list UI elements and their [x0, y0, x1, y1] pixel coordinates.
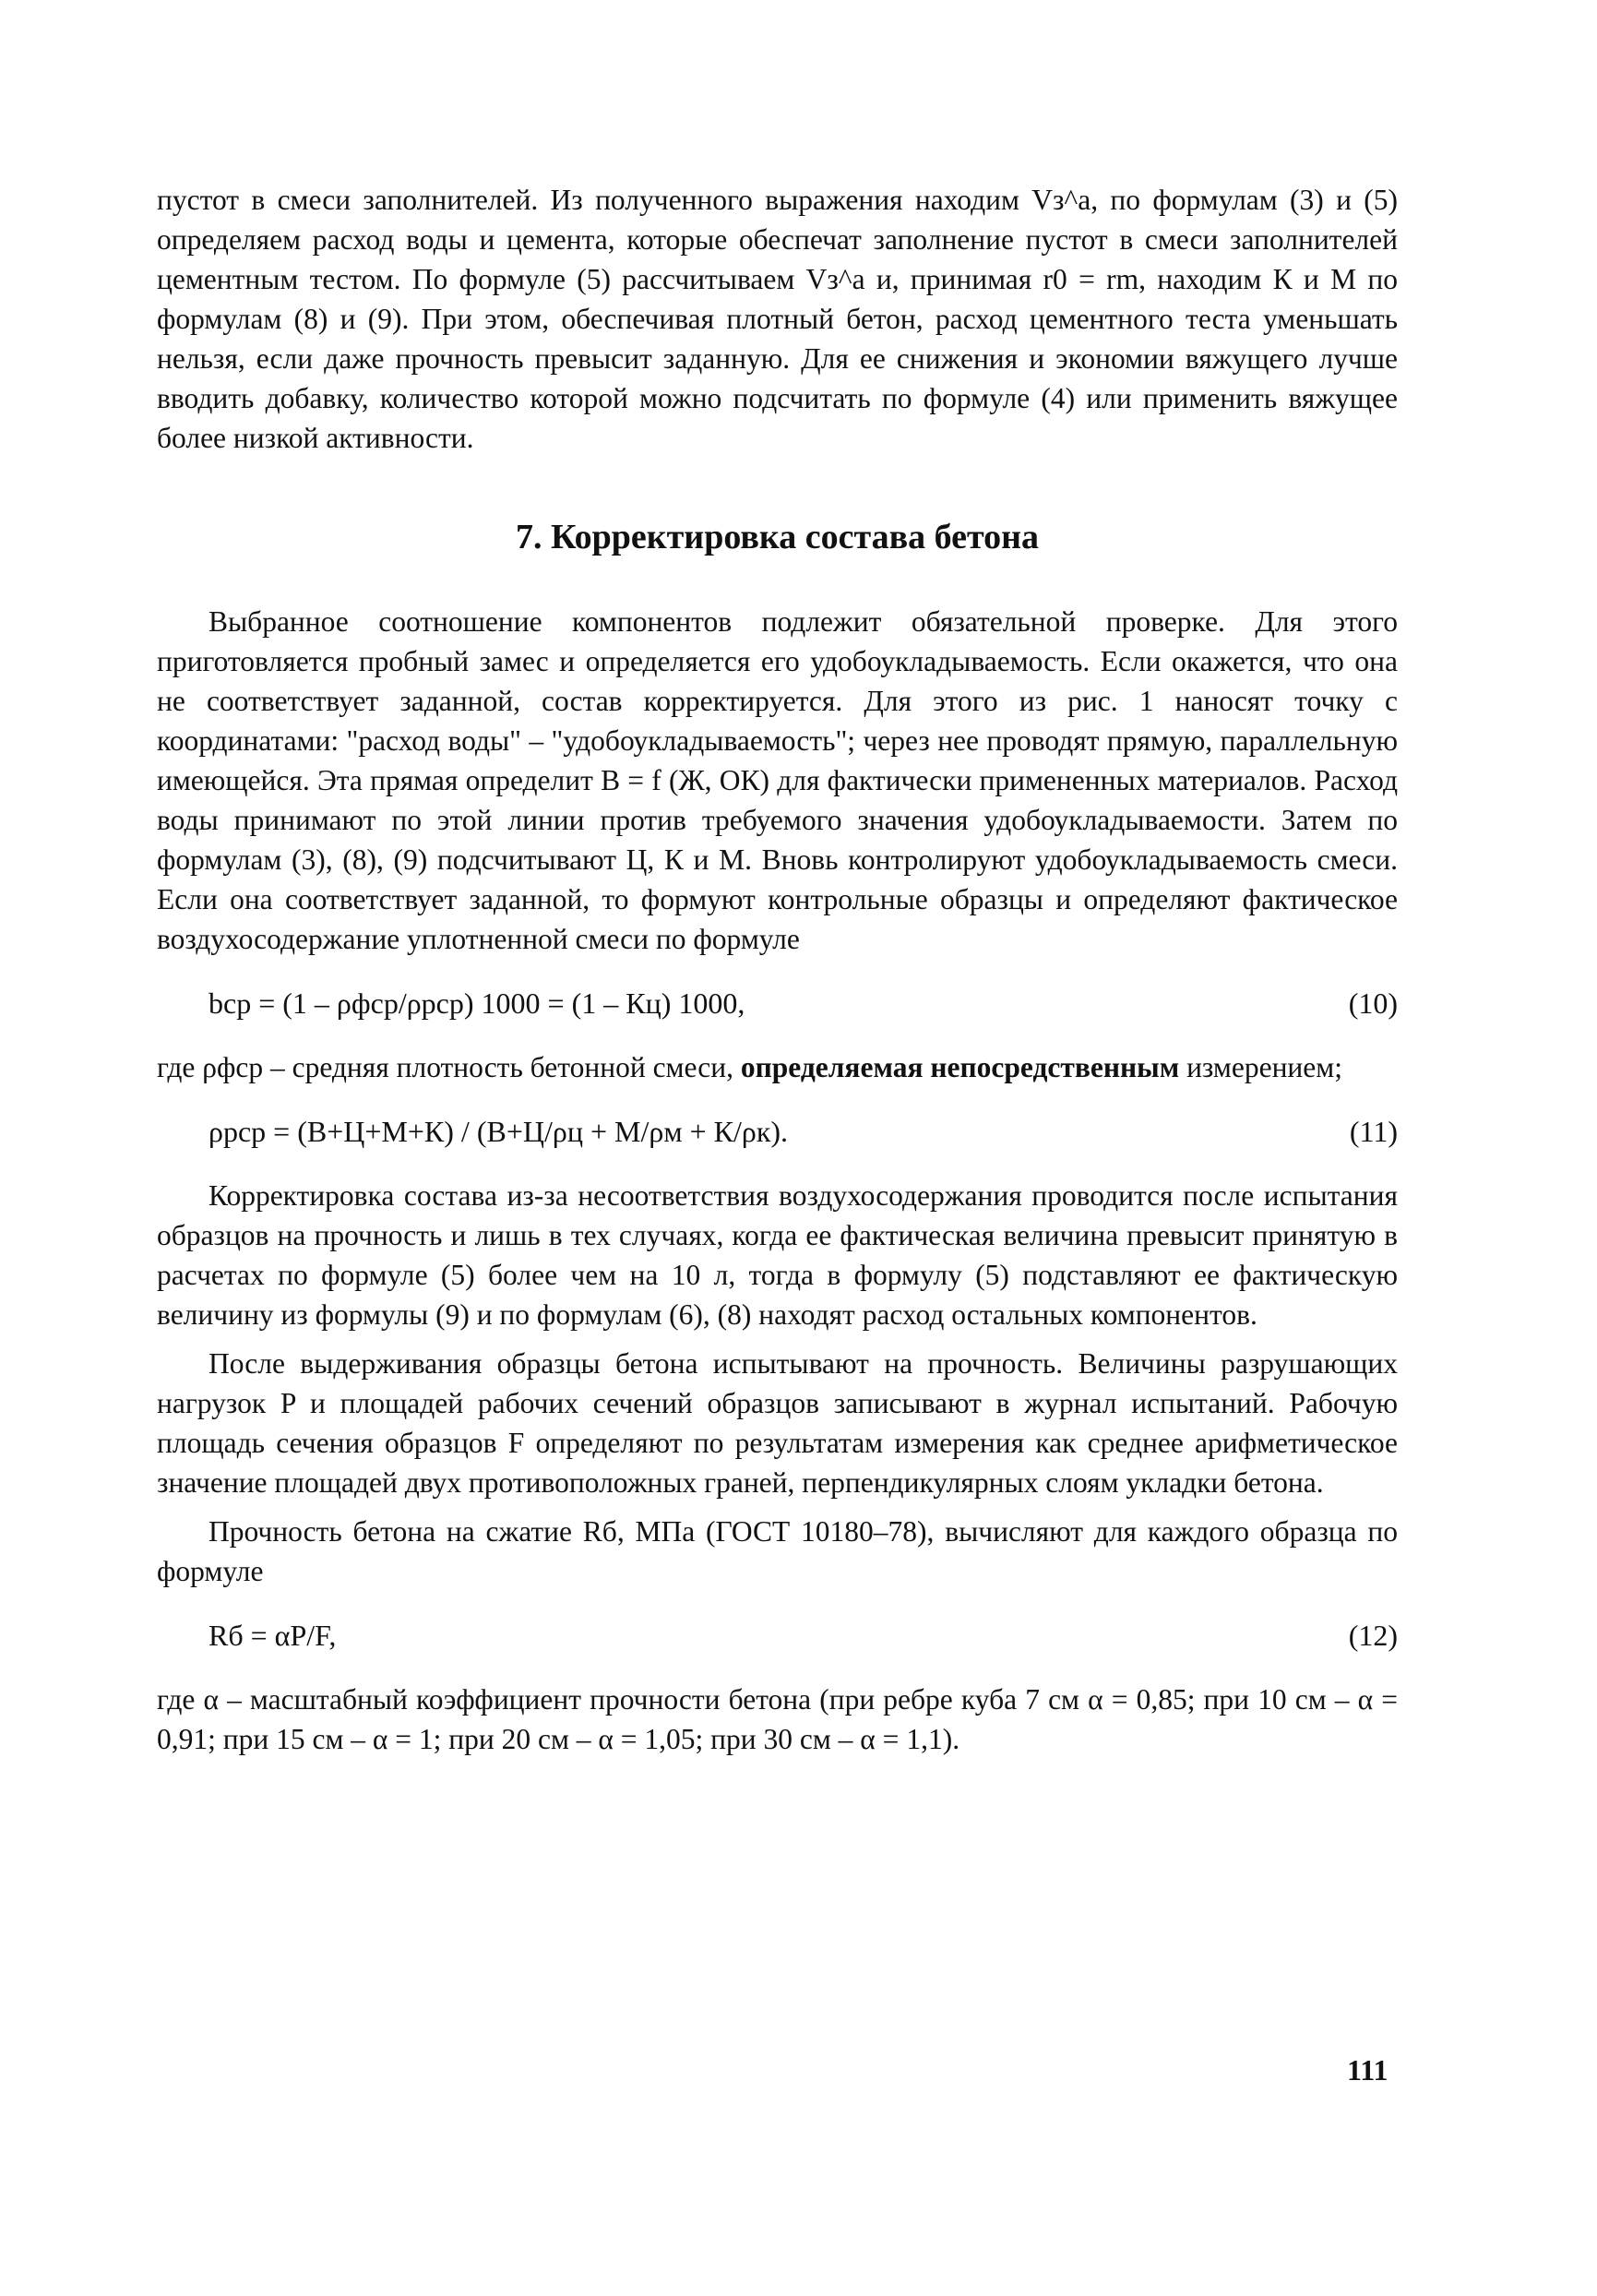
definition-rho-f-prefix: где ρфср – средняя плотность бетонной смеси,: [157, 1051, 741, 1083]
page-body: [157, 180, 1398, 1759]
formula-11-number: (11): [1349, 1115, 1398, 1148]
definition-rho-f-suffix: измерением;: [1179, 1051, 1342, 1083]
definition-rho-f: [157, 1047, 1398, 1087]
definition-rho-f-bold: определяемая непосредственным: [740, 1051, 1180, 1083]
formula-11-expression: ρрср = (В+Ц+М+К) / (В+Ц/ρц + М/ρм + К/ρк).: [209, 1115, 789, 1148]
formula-11: [157, 1104, 1398, 1159]
section-heading: 7. Корректировка состава бетона: [515, 518, 1040, 556]
formula-10-number: (10): [1348, 987, 1398, 1020]
definition-alpha: где α – масштабный коэффициент прочности бетона (при ребре куба 7 см α = 0,85; при 10 см – α = 0,91; при 15 см – α = 1; при 20 см – α = 1,05; при 30 см – α = 1,1).: [157, 1683, 1398, 1755]
formula-12-expression: Rб = αP/F,: [209, 1619, 337, 1652]
paragraph-testing: После выдерживания образцы бетона испытывают на прочность. Величины разрушающих нагрузок P и площадей рабочих сечений образцов записывают в журнал испытаний. Рабочую площадь сечения образцов F определяют по результатам измерения как среднее арифметическое значение площадей двух противоположных граней, перпендикулярных слоям укладки бетона.: [157, 1347, 1398, 1499]
page-number: 111: [1347, 2053, 1388, 2087]
paragraph-correction: Корректировка состава из-за несоответствия воздухосодержания проводится после испытания образцов на прочность и лишь в тех случаях, когда ее фактическая величина превысит принятую в расчетах по формуле (5) более чем на 10 л, тогда в формулу (5) подставляют ее фактическую величину из формулы (9) и по формулам (6), (8) находят расход остальных компонентов.: [157, 1179, 1398, 1331]
formula-10-expression: bср = (1 – ρфср/ρрср) 1000 = (1 – Кц) 1000,: [209, 987, 745, 1020]
intro-paragraph: пустот в смеси заполнителей. Из полученного выражения находим Vз^а, по формулам (3) и (5) определяем расход воды и цемента, которые обеспечат заполнение пустот в смеси заполнителей цементным тестом. По формуле (5) рассчитываем Vз^а и, принимая r0 = rm, находим К и М по формулам (8) и (9). При этом, обеспечивая плотный бетон, расход цементного теста уменьшать нельзя, если даже прочность превысит заданную. Для ее снижения и экономии вяжущего лучше вводить добавку, количество которой можно подсчитать по формуле (4) или применить вяжущее более низкой активности.: [157, 184, 1398, 454]
formula-10: [157, 975, 1398, 1031]
formula-12-number: (12): [1348, 1619, 1398, 1652]
paragraph-air-content-check: Выбранное соотношение компонентов подлежит обязательной проверке. Для этого приготовляется пробный замес и определяется его удобоукладываемость. Если окажется, что она не соответствует заданной, состав корректируется. Для этого из рис. 1 наносят точку с координатами: "расход воды" – "удобоукладываемость"; через нее проводят прямую, параллельную имеющейся. Эта прямая определит В = f (Ж, ОК) для фактически примененных материалов. Расход воды принимают по этой линии против требуемого значения удобоукладываемости. Затем по формулам (3), (8), (9) подсчитывают Ц, К и М. Вновь контролируют удобоукладываемость смеси. Если она соответствует заданной, то формуют контрольные образцы и определяют фактическое воздухосодержание уплотненной смеси по формуле: [157, 605, 1398, 955]
paragraph-strength: Прочность бетона на сжатие Rб, МПа (ГОСТ 10180–78), вычисляют для каждого образца по формуле: [157, 1515, 1398, 1587]
formula-12: [157, 1608, 1398, 1663]
